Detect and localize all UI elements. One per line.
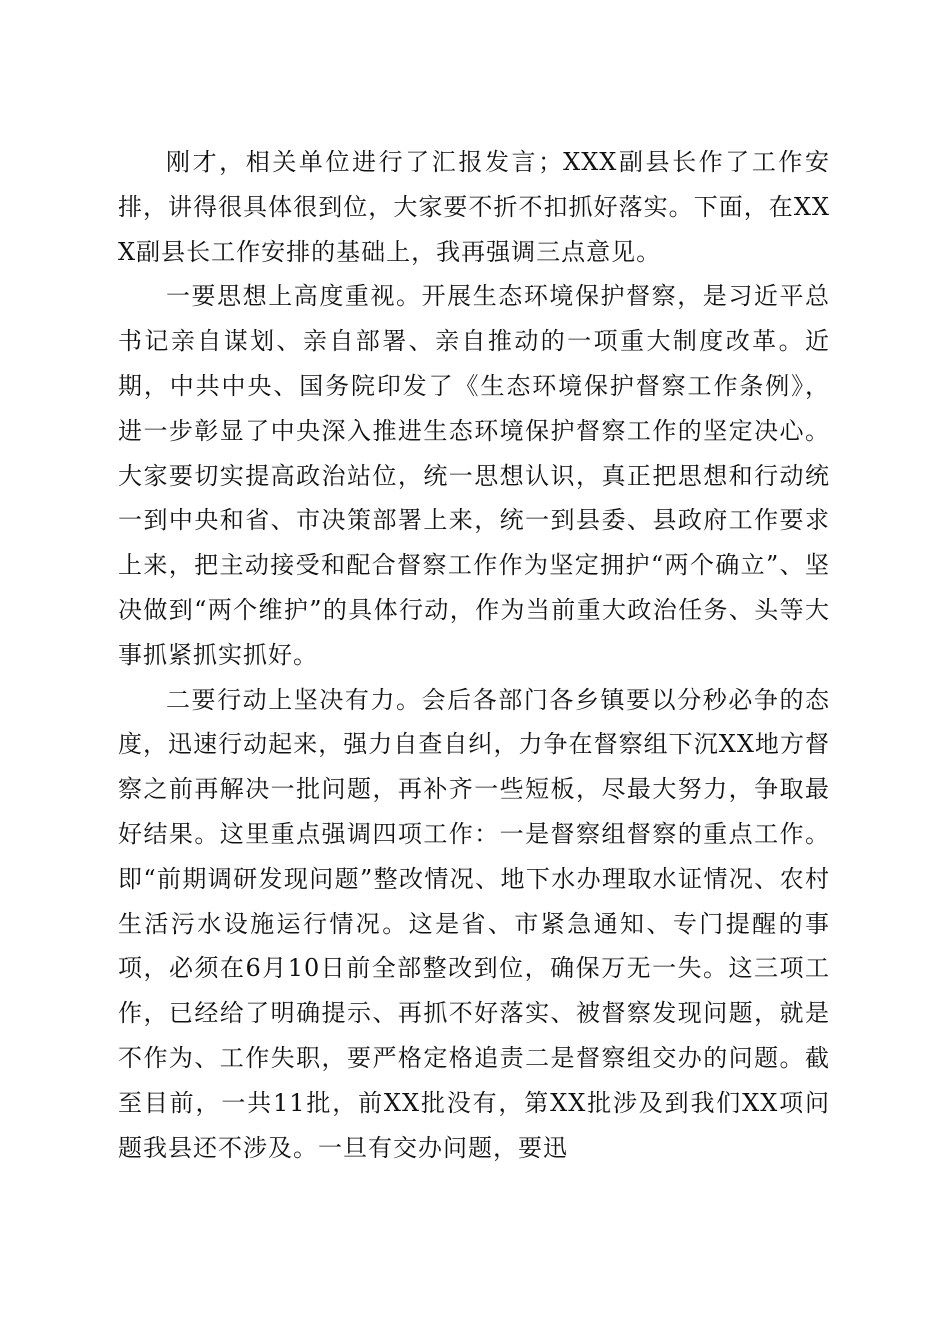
paragraph-intro: 刚才，相关单位进行了汇报发言；XXX副县长作了工作安排，讲得很具体很到位，大家要不折不扣抓好落实。下面，在XXX副县长工作安排的基础上，我再强调三点意见。 — [118, 148, 830, 266]
paragraph-point-two: 二要行动上坚决有力。会后各部门各乡镇要以分秒必争的态度，迅速行动起来，强力自查自纠，力争在督察组下沉XX地方督察之前再解决一批问题，再补齐一些短板，尽最大努力，争取最好结果。这里重点强调四项工作：一是督察组督察的重点工作。即“前期调研发现问题”整改情况、地下水办理取水证情况、农村生活污水设施运行情况。这是省、市紧急通知、专门提醒的事项，必须在6月10日前全部整改到位，确保万无一失。这三项工作，已经给了明确提示、再抓不好落实、被督察发现问题，就是不作为、工作失职，要严格定格追责二是督察组交办的问题。截至目前，一共11批，前XX批没有，第XX批涉及到我们XX项问题我县还不涉及。一旦有交办问题，要迅 — [118, 685, 830, 1162]
document-body — [118, 140, 830, 1170]
paragraph-point-one: 一要思想上高度重视。开展生态环境保护督察，是习近平总书记亲自谋划、亲自部署、亲自推动的一项重大制度改革。近期，中共中央、国务院印发了《生态环境保护督察工作条例》，进一步彰显了中央深入推进生态环境保护督察工作的坚定决心。大家要切实提高政治站位，统一思想认识，真正把思想和行动统一到中央和省、市决策部署上来，统一到县委、县政府工作要求上来，把主动接受和配合督察工作作为坚定拥护“两个确立”、坚决做到“两个维护”的具体行动，作为当前重大政治任务、头等大事抓紧抓实抓好。 — [118, 282, 830, 669]
